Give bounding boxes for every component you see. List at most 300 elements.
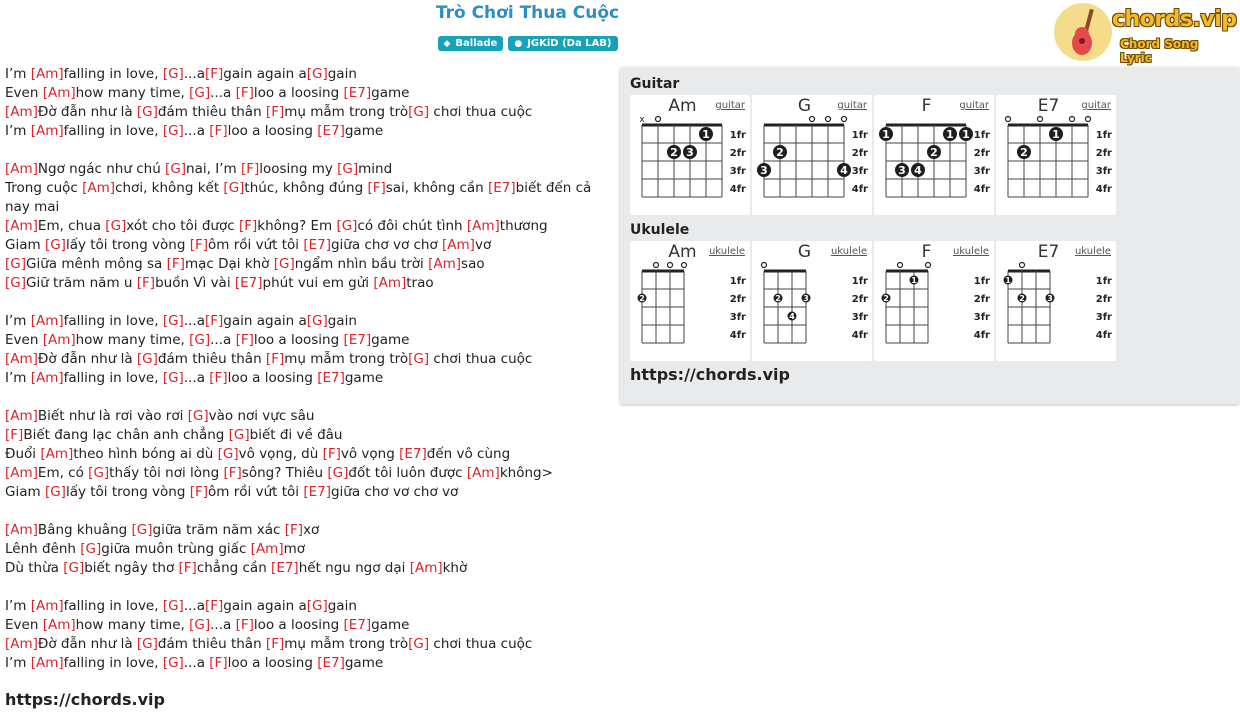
site-logo[interactable] (1054, 3, 1237, 65)
lyric-text: vơ (474, 237, 492, 253)
ukulele-chord-f[interactable] (874, 241, 994, 361)
lyric-line (5, 122, 615, 141)
lyric-text: Ngơ ngác như chú (37, 161, 166, 177)
chord-label[interactable]: [F] (189, 484, 209, 500)
lyric-text: ngẩm nhìn bầu trời (294, 256, 429, 272)
finger-number: 3 (1047, 294, 1053, 303)
lyric-text: I’m (5, 66, 31, 82)
lyric-text: how many time, (75, 617, 190, 633)
chord-label[interactable]: [G] (162, 370, 184, 386)
finger-number: 2 (1020, 146, 1028, 159)
lyric-text: Lênh đênh (5, 541, 81, 557)
lyric-text: Even (5, 617, 43, 633)
guitar-chord-f[interactable] (874, 95, 994, 215)
lyric-text: giữa chơ vơ chơ vơ (330, 484, 459, 500)
finger-number: 1 (962, 128, 970, 141)
chord-label[interactable]: [F] (204, 313, 224, 329)
lyric-line (5, 445, 615, 464)
lyric-text: gain again a (223, 598, 307, 614)
chord-label[interactable]: [G] (408, 104, 430, 120)
fret-label: 3fr (1095, 166, 1112, 177)
lyric-text: biết đi về đâu (249, 427, 343, 443)
finger-number: 2 (883, 294, 889, 303)
chord-label[interactable]: [G] (408, 636, 430, 652)
chord-label[interactable]: [F] (235, 332, 254, 348)
fret-label: 4fr (729, 330, 746, 341)
chord-label[interactable]: [Am] (42, 617, 76, 633)
chord-label[interactable]: [Am] (30, 598, 64, 614)
open-string-marker (1070, 117, 1075, 122)
lyric-text: khờ (442, 560, 468, 576)
chord-label[interactable]: [E7] (317, 655, 345, 671)
chord-label[interactable]: [G] (162, 66, 184, 82)
lyric-text: mạc Dại khờ (184, 256, 274, 272)
finger-number: 1 (702, 128, 710, 141)
chord-label[interactable]: [G] (80, 541, 102, 557)
lyric-line (5, 160, 615, 179)
lyric-text: mụ mẫm trong trò (284, 104, 409, 120)
lyric-text: gain (327, 313, 357, 329)
lyric-line (5, 274, 615, 293)
finger-number: 1 (1005, 276, 1011, 285)
lyric-text: biết ngây thơ (84, 560, 179, 576)
chord-label[interactable]: [G] (228, 427, 250, 443)
fret-label: 2fr (973, 148, 990, 159)
chord-label[interactable]: [G] (136, 104, 158, 120)
chord-label[interactable]: [E7] (234, 275, 263, 291)
chord-label[interactable]: [E7] (303, 484, 331, 500)
lyric-text: falling in love, (63, 655, 163, 671)
finger-number: 3 (803, 294, 809, 303)
open-string-marker (1038, 117, 1043, 122)
song-badges (0, 36, 1055, 51)
lyric-text: lấy tôi trong vòng (65, 237, 190, 253)
chord-label[interactable]: [G] (5, 275, 26, 291)
chord-label[interactable]: [Am] (40, 446, 74, 462)
chord-label[interactable]: [F] (209, 370, 228, 386)
chord-label[interactable]: [G] (131, 522, 153, 538)
chord-label[interactable]: [G] (217, 446, 239, 462)
fret-label: 4fr (1095, 330, 1112, 341)
finger-number: 4 (840, 164, 848, 177)
chord-label[interactable]: [Am] (30, 655, 64, 671)
chord-label[interactable]: [F] (240, 161, 260, 177)
chord-label[interactable]: [G] (44, 484, 66, 500)
fret-label: 2fr (851, 294, 868, 305)
guitar-link[interactable]: guitar (715, 100, 745, 111)
lyric-text: Trong cuộc (5, 180, 83, 196)
fret-label: 1fr (1095, 130, 1112, 141)
fret-label: 4fr (973, 184, 990, 195)
lyric-text: vô vọng (340, 446, 400, 462)
chord-name: G (797, 96, 812, 116)
chord-label[interactable]: [Am] (250, 541, 284, 557)
chord-label[interactable]: [Am] (5, 408, 38, 424)
chord-label[interactable]: [Am] (5, 351, 38, 367)
chord-label[interactable]: [G] (336, 218, 358, 234)
lyric-text: đám thiêu thân (157, 351, 266, 367)
logo-text: chords.vip (1112, 7, 1237, 32)
lyric-line (5, 597, 615, 616)
lyric-text: theo hình bóng ai dù (73, 446, 218, 462)
lyric-text: giữa trăm năm xác (152, 522, 285, 538)
chord-label[interactable]: [G] (189, 332, 211, 348)
lyric-text: Em, chua (37, 218, 106, 234)
lyric-text: không> (499, 465, 553, 481)
genre-badge[interactable] (438, 36, 504, 51)
chord-label[interactable]: [G] (5, 256, 26, 272)
lyric-text: game (344, 123, 384, 139)
lyric-text: Đuổi (5, 446, 41, 462)
chord-label[interactable]: [Am] (428, 256, 462, 272)
chord-name: E7 (1037, 242, 1060, 262)
chord-label[interactable]: [F] (322, 446, 341, 462)
lyric-text: I’m (5, 370, 31, 386)
fretboard (630, 241, 750, 361)
lyric-text: Giam (5, 237, 45, 253)
fret-label: 3fr (1095, 312, 1112, 323)
lyric-line (5, 369, 615, 388)
lyric-text: loo a loosing (227, 370, 318, 386)
ukulele-link[interactable]: ukulele (1074, 246, 1111, 257)
lyric-text: Đờ đẫn như là (37, 636, 137, 652)
chord-label[interactable]: [F] (265, 351, 285, 367)
open-string-marker (810, 117, 815, 122)
lyric-text: Giữa mênh mông sa (26, 256, 167, 272)
guitar-link[interactable]: guitar (959, 100, 989, 111)
lyric-text: ...a (183, 598, 205, 614)
fret-label: 3fr (973, 312, 990, 323)
chord-label[interactable]: [F] (367, 180, 386, 196)
lyric-text: falling in love, (63, 370, 163, 386)
chord-label[interactable]: [G] (105, 218, 127, 234)
chord-label[interactable]: [Am] (373, 275, 407, 291)
chord-label[interactable]: [G] (327, 465, 349, 481)
lyric-line (5, 407, 615, 426)
fret-label: 2fr (1095, 148, 1112, 159)
chord-label[interactable]: [Am] (5, 161, 38, 177)
finger-number: 3 (898, 164, 906, 177)
chord-label[interactable]: [E7] (487, 180, 516, 196)
chord-label[interactable]: [Am] (82, 180, 116, 196)
open-string-marker (762, 263, 767, 268)
chord-label[interactable]: [G] (306, 66, 328, 82)
lyric-text: thúc, không đúng (244, 180, 368, 196)
lyric-text: Em, có (37, 465, 89, 481)
chord-label[interactable]: [Am] (442, 237, 475, 253)
guitar-chord-g[interactable] (752, 95, 872, 215)
chord-label[interactable]: [G] (306, 313, 328, 329)
open-string-marker (826, 117, 831, 122)
lyric-text: falling in love, (63, 313, 163, 329)
lyric-text: đám thiêu thân (157, 104, 266, 120)
lyric-text: Đờ đẫn như là (37, 104, 137, 120)
chord-label[interactable]: [F] (204, 598, 224, 614)
lyric-line (5, 464, 615, 483)
chord-name: Am (668, 242, 697, 262)
lyric-text: game (371, 332, 410, 348)
fretboard (874, 95, 994, 215)
lyric-text: ...a (183, 313, 205, 329)
chord-label[interactable]: [F] (204, 66, 224, 82)
finger-number: 4 (914, 164, 922, 177)
chord-panel (620, 67, 1240, 404)
muted-string-marker: x (639, 115, 645, 125)
chord-label[interactable]: [Am] (42, 85, 76, 101)
chord-label[interactable]: [F] (189, 237, 209, 253)
lyric-text: falling in love, (63, 598, 163, 614)
finger-number: 1 (911, 276, 917, 285)
chord-label[interactable]: [F] (235, 617, 254, 633)
chord-label[interactable]: [F] (238, 218, 258, 234)
finger-number: 1 (882, 128, 890, 141)
lyric-text: ôm rồi vứt tôi (208, 237, 304, 253)
chord-label[interactable]: [G] (165, 161, 187, 177)
ukulele-link[interactable]: ukulele (830, 246, 867, 257)
ukulele-link[interactable]: ukulele (952, 246, 989, 257)
artist-badge[interactable] (508, 36, 617, 51)
lyric-text: Dù thừa (5, 560, 64, 576)
chord-label[interactable]: [F] (136, 275, 156, 291)
lyric-text: chơi thua cuộc (429, 636, 533, 652)
lyric-text: game (344, 370, 384, 386)
chord-label[interactable]: [Am] (5, 522, 38, 538)
lyric-text: gain again a (223, 66, 307, 82)
lyric-text: vô vọng, dù (238, 446, 323, 462)
lyric-line (5, 331, 615, 350)
ukulele-chord-am[interactable] (630, 241, 750, 361)
ukulele-chord-g[interactable] (752, 241, 872, 361)
chord-label[interactable]: [Am] (30, 123, 64, 139)
lyric-text: I’m (5, 313, 31, 329)
chord-label[interactable]: [F] (209, 655, 228, 671)
lyric-line (5, 293, 615, 312)
open-string-marker (842, 117, 847, 122)
ukulele-link[interactable]: ukulele (708, 246, 745, 257)
chord-label[interactable]: [Am] (30, 66, 64, 82)
fret-label: 4fr (729, 184, 746, 195)
chord-label[interactable]: [F] (284, 522, 304, 538)
finger-number: 3 (686, 146, 694, 159)
lyric-text: game (344, 655, 384, 671)
lyric-text: loo a loosing (253, 332, 344, 348)
fret-label: 1fr (729, 130, 746, 141)
open-string-marker (668, 263, 673, 268)
chord-label[interactable]: [E7] (399, 446, 427, 462)
fret-label: 1fr (973, 130, 990, 141)
diamond-icon: ◆ (443, 38, 451, 49)
genre-label: Ballade (455, 38, 498, 49)
open-string-marker (656, 117, 661, 122)
logo-tagline: Chord Song Lyric (1120, 37, 1199, 65)
chord-label[interactable]: [G] (223, 180, 245, 196)
lyric-text: gain (327, 66, 357, 82)
lyric-text: thấy tôi nơi lòng (109, 465, 224, 481)
chord-label[interactable]: [Am] (466, 465, 500, 481)
lyric-text: chơi thua cuộc (429, 351, 533, 367)
lyric-text: xơ (303, 522, 320, 538)
lyric-text: Giữ trăm năm u (26, 275, 137, 291)
chord-label[interactable]: [F] (5, 427, 24, 443)
chord-label[interactable]: [Am] (42, 332, 76, 348)
chord-label[interactable]: [Am] (5, 636, 38, 652)
chord-label[interactable]: [Am] (466, 218, 500, 234)
chord-label[interactable]: [F] (265, 636, 285, 652)
chord-label[interactable]: [G] (189, 617, 211, 633)
chord-label[interactable]: [E7] (343, 332, 372, 348)
fret-label: 3fr (729, 166, 746, 177)
chord-label[interactable]: [E7] (343, 85, 372, 101)
chord-name: E7 (1037, 96, 1060, 116)
chord-label[interactable]: [G] (162, 313, 184, 329)
artist-label: JGKiD (Da LAB) (527, 38, 612, 49)
chord-label[interactable]: [E7] (317, 123, 345, 139)
chord-label[interactable]: [F] (235, 85, 254, 101)
lyric-line (5, 217, 615, 236)
lyrics-body (5, 65, 615, 673)
finger-number: 1 (946, 128, 954, 141)
fret-label: 3fr (851, 166, 868, 177)
open-string-marker (1086, 117, 1091, 122)
fret-label: 3fr (973, 166, 990, 177)
lyric-text: mụ mẫm trong trò (284, 636, 409, 652)
lyric-text: I’m (5, 123, 31, 139)
guitar-chord-am[interactable] (630, 95, 750, 215)
guitar-link[interactable]: guitar (837, 100, 867, 111)
lyric-line (5, 654, 615, 673)
lyric-text: trao (406, 275, 434, 291)
lyric-text: biết đến cả nay mai (5, 180, 592, 215)
lyric-text: sông? Thiêu (241, 465, 328, 481)
lyric-text: ...a (183, 123, 210, 139)
lyric-text: loo a loosing (227, 123, 318, 139)
guitar-chord-e7[interactable] (996, 95, 1116, 215)
finger-number: 2 (670, 146, 678, 159)
lyric-text: giữa muôn trùng giấc (101, 541, 251, 557)
chord-label[interactable]: [Am] (5, 465, 38, 481)
chord-label[interactable]: [G] (337, 161, 359, 177)
chord-label[interactable]: [G] (88, 465, 110, 481)
fret-label: 2fr (973, 294, 990, 305)
lyric-text: chơi thua cuộc (429, 104, 533, 120)
chord-label[interactable]: [E7] (303, 237, 331, 253)
footer-link[interactable]: https://chords.vip (5, 690, 165, 709)
lyric-text: hết ngu ngơ dại (298, 560, 410, 576)
lyric-line (5, 388, 615, 407)
chord-label[interactable]: [G] (63, 560, 85, 576)
finger-number: 4 (789, 312, 795, 321)
lyric-text: mụ mẫm trong trò (284, 351, 409, 367)
fret-label: 4fr (973, 330, 990, 341)
chord-label[interactable]: [G] (189, 85, 211, 101)
fret-label: 4fr (1095, 184, 1112, 195)
lyric-text: sai, không cần (385, 180, 488, 196)
lyric-text: ...a (183, 655, 210, 671)
panel-link[interactable]: https://chords.vip (630, 365, 790, 384)
ukulele-chord-e7[interactable] (996, 241, 1116, 361)
lyric-text: Even (5, 332, 43, 348)
chord-label[interactable]: [E7] (271, 560, 299, 576)
chord-label[interactable]: [Am] (5, 104, 38, 120)
fret-label: 3fr (729, 312, 746, 323)
fretboard (752, 241, 872, 361)
lyric-line (5, 141, 615, 160)
lyric-text: ...a (183, 370, 210, 386)
open-string-marker (682, 263, 687, 268)
chord-label[interactable]: [F] (223, 465, 242, 481)
lyric-text: ...a (183, 66, 205, 82)
chord-label[interactable]: [F] (166, 256, 185, 272)
lyric-text: đến vô cùng (426, 446, 511, 462)
lyric-text: chơi, không kết (115, 180, 224, 196)
chord-label[interactable]: [F] (209, 123, 228, 139)
chord-label[interactable]: [Am] (30, 370, 64, 386)
lyric-text: loo a loosing (253, 85, 344, 101)
fret-label: 2fr (851, 148, 868, 159)
chord-label[interactable]: [G] (136, 351, 158, 367)
chord-label[interactable]: [G] (408, 351, 430, 367)
chord-label[interactable]: [G] (306, 598, 328, 614)
guitar-icon (1070, 9, 1100, 59)
chord-label[interactable]: [E7] (343, 617, 372, 633)
lyric-text: game (371, 85, 410, 101)
lyric-line (5, 635, 615, 654)
lyric-text: loo a loosing (227, 655, 318, 671)
lyric-text: sao (461, 256, 485, 272)
guitar-link[interactable]: guitar (1081, 100, 1111, 111)
chord-label[interactable]: [G] (136, 636, 158, 652)
lyric-text: vào nơi vực sâu (208, 408, 315, 424)
lyric-text: có đôi chút tình (357, 218, 467, 234)
chord-label[interactable]: [Am] (30, 313, 64, 329)
open-string-marker (898, 263, 903, 268)
lyric-text: ...a (210, 332, 236, 348)
chord-name: F (921, 242, 932, 262)
lyric-text: mơ (283, 541, 306, 557)
open-string-marker (1020, 263, 1025, 268)
chord-label[interactable]: [G] (44, 237, 66, 253)
lyric-text: phút vui em gửi (262, 275, 374, 291)
fret-label: 1fr (1095, 276, 1112, 287)
fret-label: 2fr (729, 294, 746, 305)
lyric-text: đốt tôi luôn được (348, 465, 467, 481)
chord-label[interactable]: [G] (162, 123, 184, 139)
lyric-text: nai, I’m (186, 161, 241, 177)
chord-label[interactable]: [G] (187, 408, 209, 424)
lyric-text: I’m (5, 598, 31, 614)
fret-label: 2fr (1095, 294, 1112, 305)
finger-number: 2 (639, 294, 645, 303)
chord-label[interactable]: [F] (178, 560, 197, 576)
lyric-line (5, 179, 615, 217)
chord-label[interactable]: [E7] (317, 370, 345, 386)
lyric-text: chẳng cần (196, 560, 272, 576)
lyric-text: Đờ đẫn như là (37, 351, 137, 367)
lyric-text: ...a (210, 617, 236, 633)
chord-label[interactable]: [G] (162, 598, 184, 614)
chord-label[interactable]: [F] (265, 104, 285, 120)
lyric-line (5, 483, 615, 502)
lyric-text: loosing my (259, 161, 338, 177)
chord-label[interactable]: [Am] (5, 218, 38, 234)
fret-label: 1fr (729, 276, 746, 287)
lyric-line (5, 559, 615, 578)
fret-label: 4fr (851, 330, 868, 341)
chord-label[interactable]: [G] (273, 256, 295, 272)
fret-label: 1fr (851, 276, 868, 287)
chord-label[interactable]: [G] (162, 655, 184, 671)
chord-label[interactable]: [Am] (409, 560, 443, 576)
